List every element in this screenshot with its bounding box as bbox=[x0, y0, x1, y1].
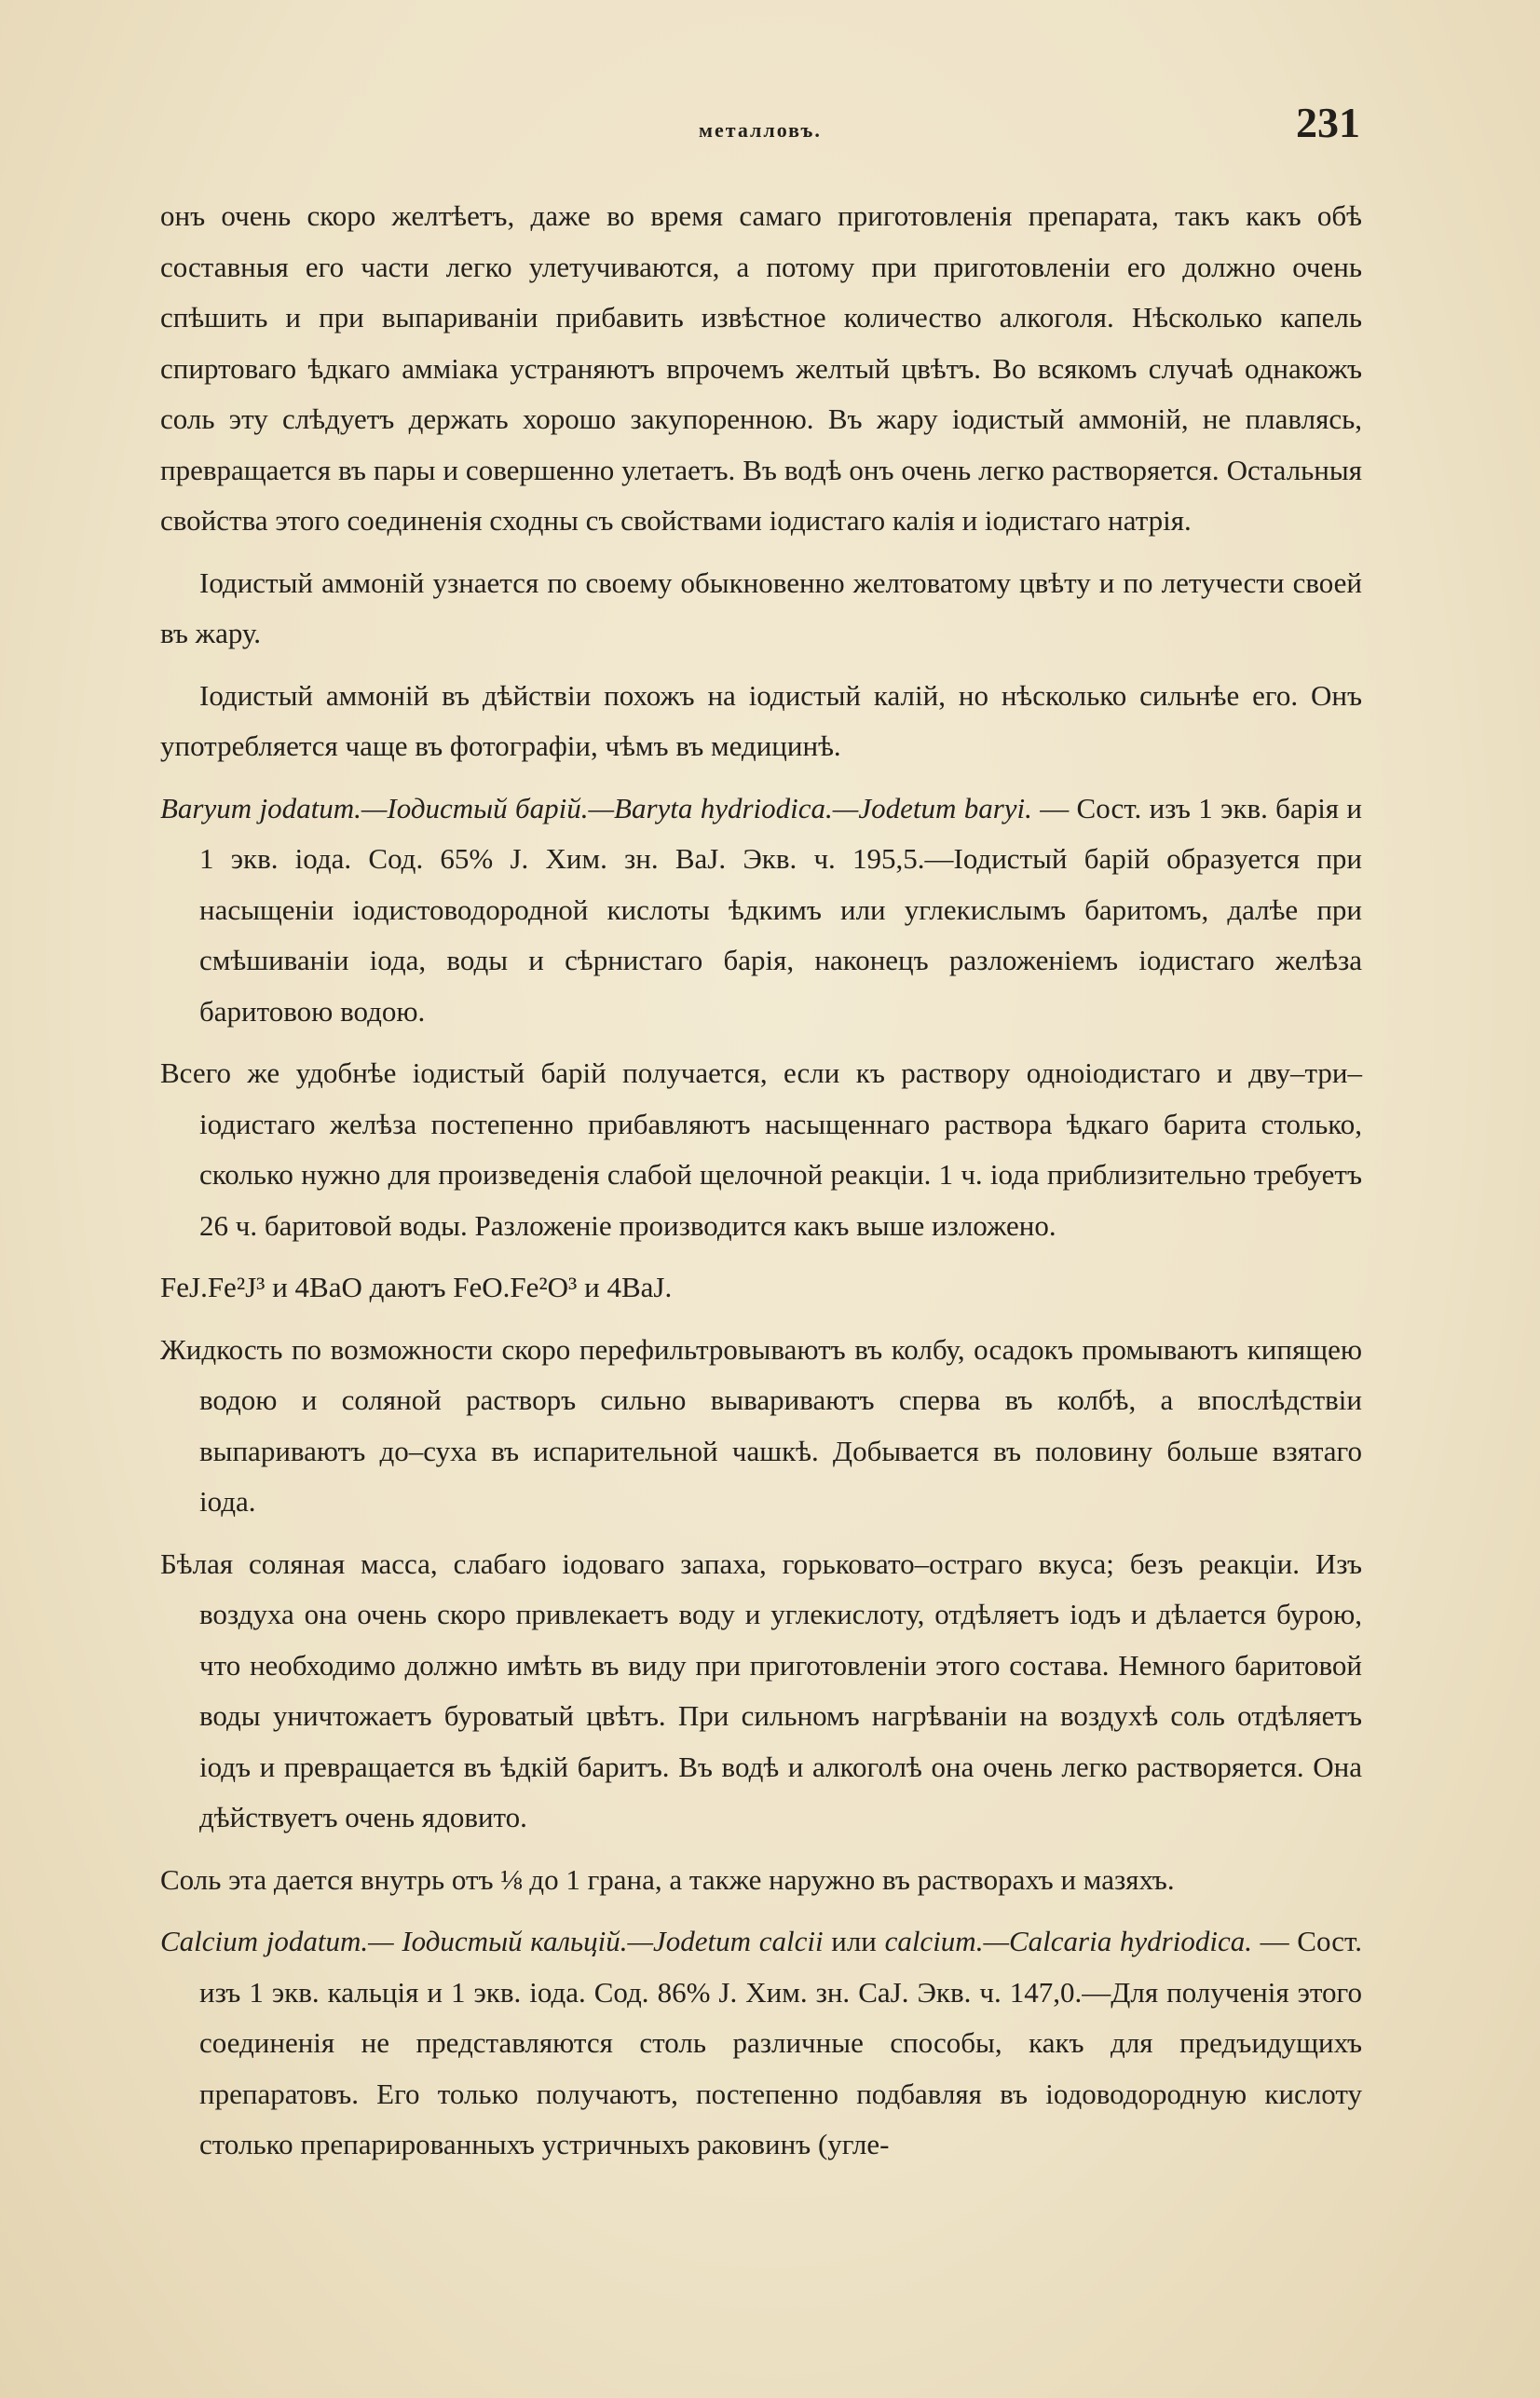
page-header bbox=[158, 98, 1360, 154]
paragraph-baryum-preparation: Всего же удобнѣе іодистый барій получается, если къ раствору одноіодистаго и дву–три–іодистаго желѣза постепенно прибавляютъ насыщеннаго раствора ѣдкаго барита столько, сколько нужно для произведенія слабой щелочной реакціи. 1 ч. іода приблизительно требуетъ 26 ч. баритовой воды. Разложеніе производится какъ выше изложено. bbox=[160, 1056, 1362, 1242]
entry-calcium-connector: или bbox=[823, 1925, 885, 1957]
chemical-formula: FeJ.Fe²J³ и 4BaO даютъ FeO.Fe²O³ и 4BaJ. bbox=[160, 1271, 673, 1303]
entry-calcium-latin: Calcium jodatum. bbox=[160, 1925, 369, 1957]
paragraph-ammonium-recognition: Іодистый аммоній узнается по своему обыкновенно желтоватому цвѣту и по летучести своей въ жару. bbox=[160, 565, 1362, 649]
entry-calcium bbox=[160, 1916, 1362, 2171]
paragraph-baryum-filtration: Жидкость по возможности скоро перефильтровываютъ въ колбу, осадокъ промываютъ кипящею водою и соляной растворъ сильно вывариваютъ сперва въ колбѣ, а впослѣдствіи выпариваютъ до–суха въ испарительной чашкѣ. Добывается въ половину больше взятаго іода. bbox=[160, 1332, 1362, 1518]
entry-baryum-russian: —Іодистый барій. bbox=[361, 791, 589, 824]
page-body bbox=[160, 191, 1362, 2182]
paragraph-baryum-dosage: Соль эта дается внутрь отъ ⅛ до 1 грана, а также наружно въ растворахъ и мазяхъ. bbox=[160, 1862, 1175, 1896]
entry-baryum-latin: Baryum jodatum. bbox=[160, 791, 361, 824]
paragraph-ammonium-properties: онъ очень скоро желтѣетъ, даже во время самаго приготовленія препарата, такъ какъ обѣ составныя его части легко улетучиваются, а потому при приготовленіи его должно очень спѣшить и при выпариваніи прибавить извѣстное количество алкоголя. Нѣсколько капель спиртоваго ѣдкаго амміака устраняютъ впрочемъ желтый цвѣтъ. Во всякомъ случаѣ однакожъ соль эту слѣдуетъ держать хорошо закупоренною. Въ жару іодистый аммоній, не плавлясь, превращается въ пары и совершенно улетаетъ. Въ водѣ онъ очень легко растворяется. Остальныя свойства этого соединенія сходны съ свойствами іодистаго калія и іодистаго натрія. bbox=[160, 199, 1362, 537]
entry-calcium-synonym-1: —Jodetum calcii bbox=[627, 1925, 824, 1957]
page-number: 231 bbox=[1296, 99, 1360, 146]
paragraph-ammonium-action: Іодистый аммоній въ дѣйствіи похожъ на іодистый калій, но нѣсколько сильнѣе его. Онъ употребляется чаще въ фотографіи, чѣмъ въ медицинѣ. bbox=[160, 678, 1362, 762]
entry-calcium-russian: — Іодистый кальцій. bbox=[368, 1925, 628, 1957]
entry-baryum-synonyms: —Baryta hydriodica.—Jodetum baryi. bbox=[588, 791, 1032, 824]
entry-baryum bbox=[160, 783, 1362, 1038]
entry-baryum-text: — Сост. изъ 1 экв. барія и 1 экв. іода. Сод. 65% J. Хим. зн. BaJ. Экв. ч. 195,5.—Іодистый барій образуется при насыщеніи іодистоводородной кислоты ѣдкимъ или углекислымъ баритомъ, далѣе при смѣшиваніи іода, воды и сѣрнистаго барія, наконецъ разложеніемъ іодистаго желѣза баритовою водою. bbox=[199, 791, 1362, 1028]
entry-calcium-synonym-2: calcium.—Calcaria hydriodica. bbox=[884, 1925, 1252, 1957]
running-head: металловъ. bbox=[699, 118, 822, 142]
entry-calcium-text: — Сост. изъ 1 экв. кальція и 1 экв. іода. Сод. 86% J. Хим. зн. CaJ. Экв. ч. 147,0.—Для полученія этого соединенія не представляются столь различные способы, какъ для предъидущихъ препаратовъ. Его только получаютъ, постепенно подбавляя въ іодоводородную кислоту столько препарированныхъ устричныхъ раковинъ (угле- bbox=[199, 1925, 1362, 2160]
paragraph-baryum-properties: Бѣлая соляная масса, слабаго іодоваго запаха, горьковато–остраго вкуса; безъ реакціи. Изъ воздуха она очень скоро привлекаетъ воду и углекислоту, отдѣляетъ іодъ и дѣлается бурою, что необходимо должно имѣть въ виду при приготовленіи этого состава. Немного баритовой воды уничтожаетъ буроватый цвѣтъ. При сильномъ нагрѣваніи на воздухѣ соль отдѣляетъ іодъ и превращается въ ѣдкій баритъ. Въ водѣ и алкоголѣ она очень легко растворяется. Она дѣйствуетъ очень ядовито. bbox=[160, 1546, 1362, 1833]
